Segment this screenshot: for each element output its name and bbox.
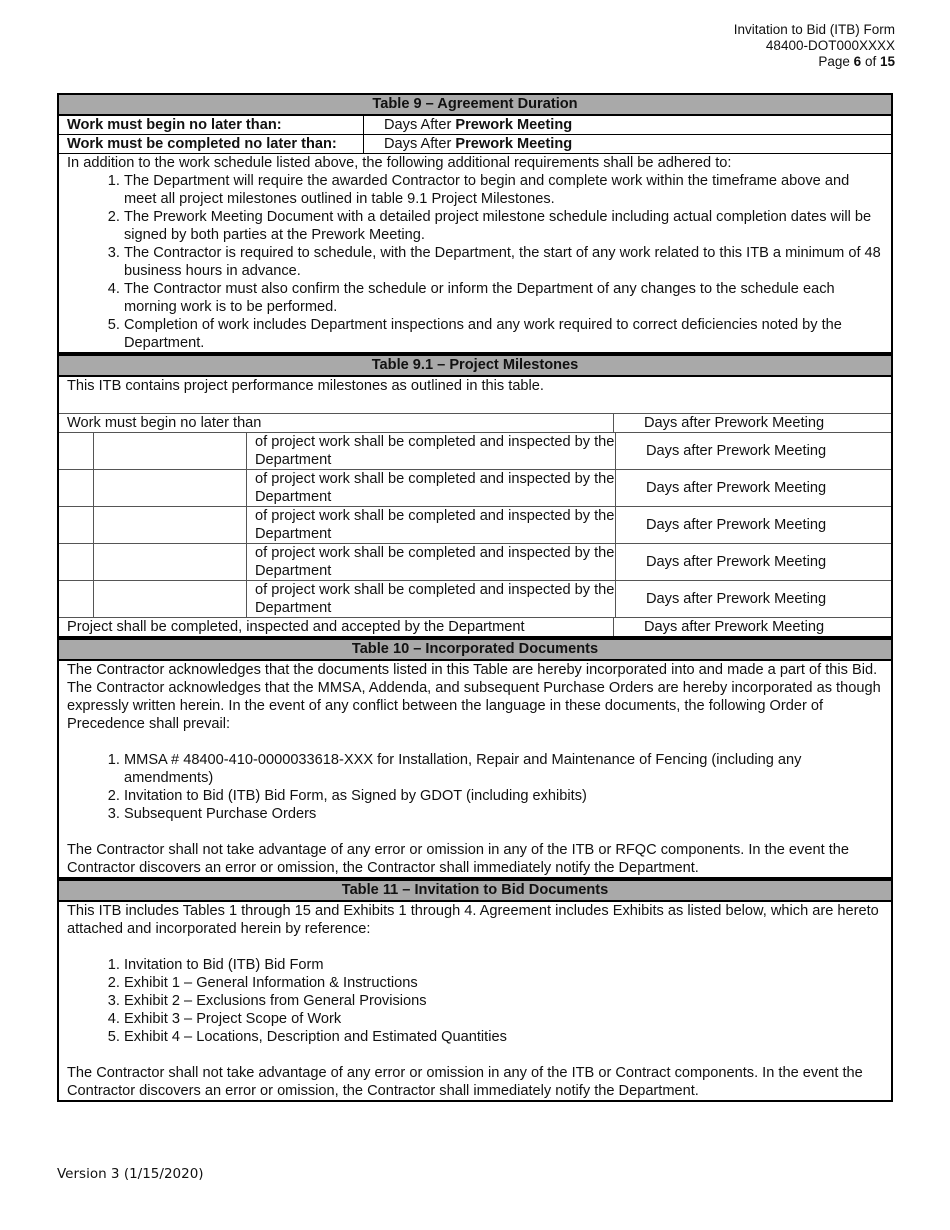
list-item: 1. Invitation to Bid (ITB) Bid Form bbox=[124, 956, 883, 974]
milestone-text: of project work shall be completed and inspected by the Department bbox=[247, 433, 616, 469]
milestone-row bbox=[59, 469, 891, 506]
blank-cell bbox=[59, 581, 94, 617]
blank-cell bbox=[94, 544, 247, 580]
blank-cell bbox=[59, 433, 94, 469]
complete-label: Work must be completed no later than: bbox=[59, 135, 364, 153]
table-9-agreement-duration bbox=[57, 93, 893, 354]
blank-cell bbox=[59, 544, 94, 580]
list-item: 3. Subsequent Purchase Orders bbox=[124, 805, 883, 823]
final-label: Project shall be completed, inspected and accepted by the Department bbox=[59, 618, 614, 636]
blank-cell bbox=[94, 470, 247, 506]
begin-label: Work must begin no later than bbox=[59, 414, 614, 432]
table-11-closing: The Contractor shall not take advantage of any error or omission in any of the ITB or Contract components. In the event the Contractor discovers an error or omission, the Contractor shall immediately notify the Department. bbox=[67, 1065, 863, 1099]
blank-cell bbox=[94, 581, 247, 617]
table-9-title: Table 9 – Agreement Duration bbox=[59, 95, 891, 116]
list-item: 3. The Contractor is required to schedule, with the Department, the start of any work related to this ITB a minimum of 48 business hours in advance. bbox=[124, 244, 883, 280]
days-label: Days after Prework Meeting bbox=[646, 517, 827, 533]
page-header bbox=[734, 22, 895, 70]
list-item: 5. Exhibit 4 – Locations, Description and Estimated Quantities bbox=[124, 1028, 883, 1046]
list-item: 1. The Department will require the awarded Contractor to begin and complete work within the timeframe above and meet all project milestones outlined in table 9.1 Project Milestones. bbox=[124, 172, 883, 208]
list-item: 2. Invitation to Bid (ITB) Bid Form, as Signed by GDOT (including exhibits) bbox=[124, 787, 883, 805]
blank-cell bbox=[59, 470, 94, 506]
precedence-list bbox=[59, 751, 891, 823]
list-item: 3. Exhibit 2 – Exclusions from General Provisions bbox=[124, 992, 883, 1010]
table-row bbox=[59, 617, 891, 636]
days-label: Days after Prework Meeting bbox=[646, 443, 827, 459]
blank-cell bbox=[59, 507, 94, 543]
list-item: 4. The Contractor must also confirm the schedule or inform the Department of any changes to the schedule each morning work is to be performed. bbox=[124, 280, 883, 316]
list-item: 2. Exhibit 1 – General Information & Instructions bbox=[124, 974, 883, 992]
table-row bbox=[59, 135, 891, 154]
begin-label: Work must begin no later than: bbox=[59, 116, 364, 134]
begin-value: Days After Prework Meeting bbox=[384, 117, 573, 133]
days-label: Days after Prework Meeting bbox=[644, 619, 825, 635]
milestone-row bbox=[59, 580, 891, 617]
milestone-row bbox=[59, 506, 891, 543]
complete-value: Days After Prework Meeting bbox=[384, 136, 573, 152]
page-number: Page 6 of 15 bbox=[818, 54, 895, 69]
exhibits-list bbox=[59, 956, 891, 1046]
table-9-1-intro: This ITB contains project performance milestones as outlined in this table. bbox=[67, 378, 544, 394]
table-11-paragraph: This ITB includes Tables 1 through 15 and Exhibits 1 through 4. Agreement includes Exhibits as listed below, which are hereto attached and incorporated herein by reference: bbox=[67, 903, 879, 937]
table-9-1-title: Table 9.1 – Project Milestones bbox=[59, 354, 891, 377]
days-label: Days after Prework Meeting bbox=[646, 480, 827, 496]
milestone-row bbox=[59, 432, 891, 469]
days-label: Days after Prework Meeting bbox=[646, 554, 827, 570]
list-item: 1. MMSA # 48400-410-0000033618-XXX for Installation, Repair and Maintenance of Fencing (including any amendments) bbox=[124, 751, 883, 787]
list-item: 5. Completion of work includes Department inspections and any work required to correct deficiencies noted by the Department. bbox=[124, 316, 883, 352]
milestone-text: of project work shall be completed and inspected by the Department bbox=[247, 581, 616, 617]
table-11-title: Table 11 – Invitation to Bid Documents bbox=[59, 879, 891, 902]
blank-cell bbox=[94, 507, 247, 543]
list-item: 4. Exhibit 3 – Project Scope of Work bbox=[124, 1010, 883, 1028]
table-10-title: Table 10 – Incorporated Documents bbox=[59, 638, 891, 661]
days-label: Days after Prework Meeting bbox=[646, 591, 827, 607]
milestone-text: of project work shall be completed and inspected by the Department bbox=[247, 470, 616, 506]
list-item: 2. The Prework Meeting Document with a detailed project milestone schedule including actual completion dates will be signed by both parties at the Prework Meeting. bbox=[124, 208, 883, 244]
table-9-intro: In addition to the work schedule listed above, the following additional requirements shall be adhered to: bbox=[67, 155, 732, 171]
table-11-bid-documents bbox=[57, 879, 893, 1102]
table-9-1-project-milestones bbox=[57, 354, 893, 638]
table-9-requirements-list bbox=[59, 172, 891, 352]
table-10-incorporated-documents bbox=[57, 638, 893, 879]
form-number: 48400-DOT000XXXX bbox=[765, 38, 895, 53]
blank-cell bbox=[94, 433, 247, 469]
table-row bbox=[59, 413, 891, 432]
days-label: Days after Prework Meeting bbox=[644, 415, 825, 431]
form-title: Invitation to Bid (ITB) Form bbox=[733, 22, 895, 37]
table-10-closing: The Contractor shall not take advantage of any error or omission in any of the ITB or RFQC components. In the event the Contractor discovers an error or omission, the Contractor shall immediately notify the Department. bbox=[67, 842, 849, 876]
version-footer: Version 3 (1/15/2020) bbox=[57, 1166, 204, 1182]
table-10-paragraph: The Contractor acknowledges that the documents listed in this Table are hereby incorporated into and made a part of this Bid. The Contractor acknowledges that the MMSA, Addenda, and subsequent Purchase Orders are hereby incorporated as though expressly written herein. In the event of any conflict between the language in these documents, the following Order of Precedence shall prevail: bbox=[67, 662, 881, 732]
milestone-text: of project work shall be completed and inspected by the Department bbox=[247, 544, 616, 580]
milestone-text: of project work shall be completed and inspected by the Department bbox=[247, 507, 616, 543]
document-body bbox=[57, 93, 893, 1102]
table-row bbox=[59, 116, 891, 135]
milestone-row bbox=[59, 543, 891, 580]
